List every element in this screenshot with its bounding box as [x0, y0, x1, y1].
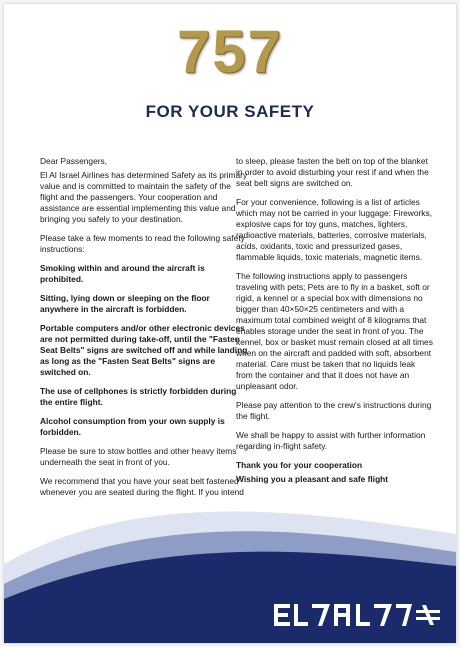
paragraph: The following instructions apply to passengers traveling with pets; Pets are to fly in a basket, soft or rigid, a kennel or a special box with dimensions no bigger than 40×50×25 centimeters and with a maximum total combined weight of 8 kilograms that enables storage under the seat in front of you. The kennel, box or basket must remain closed at all times when on the aircraft and padded with soft, absorbent material. Care must be taken that no liquids leak from the container and that it does not have an unpleasant odor. — [236, 271, 433, 391]
el-al-logo — [274, 602, 442, 628]
paragraph: Alcohol consumption from your own supply is forbidden. — [40, 416, 225, 437]
paragraph: Please take a few moments to read the following safety instructions: — [40, 233, 245, 254]
paragraph: We shall be happy to assist with further information regarding in-flight safety. — [236, 430, 426, 451]
safety-card — [4, 4, 456, 643]
paragraph: For your convenience, following is a list of articles which may not be carried in your luggage: Fireworks, explosive caps for toy guns, matches, lighters, radioactive materials, batteries, corrosive materials, acids, oxidants, toxic and pressurized gases, flammable liquids, toxic materials, magnetic items. — [236, 197, 432, 262]
paragraph: Wishing you a pleasant and safe flight — [236, 474, 389, 484]
paragraph: Portable computers and/or other electronic devices are not permitted during take-off, until the "Fasten Seat Belts" signs are switched off and while landing as long as the "Fasten Seat Belts" signs are switched on. — [40, 323, 248, 377]
paragraph: The use of cellphones is strictly forbidden during the entire flight. — [40, 386, 237, 407]
paragraph: to sleep, please fasten the belt on top of the blanket in order to avoid disturbing your rest if and when the seat belt signs are switched on. — [236, 156, 429, 188]
paragraph: Please pay attention to the crew's instructions during the flight. — [236, 400, 432, 421]
paragraph: Thank you for your cooperation — [236, 460, 363, 470]
left-column — [40, 156, 248, 506]
right-column — [236, 156, 434, 493]
paragraph: Sitting, lying down or sleeping on the floor anywhere in the aircraft is forbidden. — [40, 293, 210, 314]
aircraft-model-title: 757 — [176, 18, 284, 85]
paragraph: Smoking within and around the aircraft is prohibited. — [40, 263, 205, 284]
safety-subtitle: FOR YOUR SAFETY — [145, 102, 315, 121]
paragraph: Please be sure to stow bottles and other heavy items underneath the seat in front of you. — [40, 446, 237, 467]
paragraph: Dear Passengers, — [40, 156, 108, 166]
paragraph: We recommend that you have your seat belt fastened whenever you are seated during the flight. If you intend — [40, 476, 244, 497]
paragraph: El Al Israel Airlines has determined Safety as its primary value and is committed to maintain the safety of the flight and the passengers. Your cooperation and assistance are essential implementing this value and bringing you safely to your destination. — [40, 170, 248, 224]
